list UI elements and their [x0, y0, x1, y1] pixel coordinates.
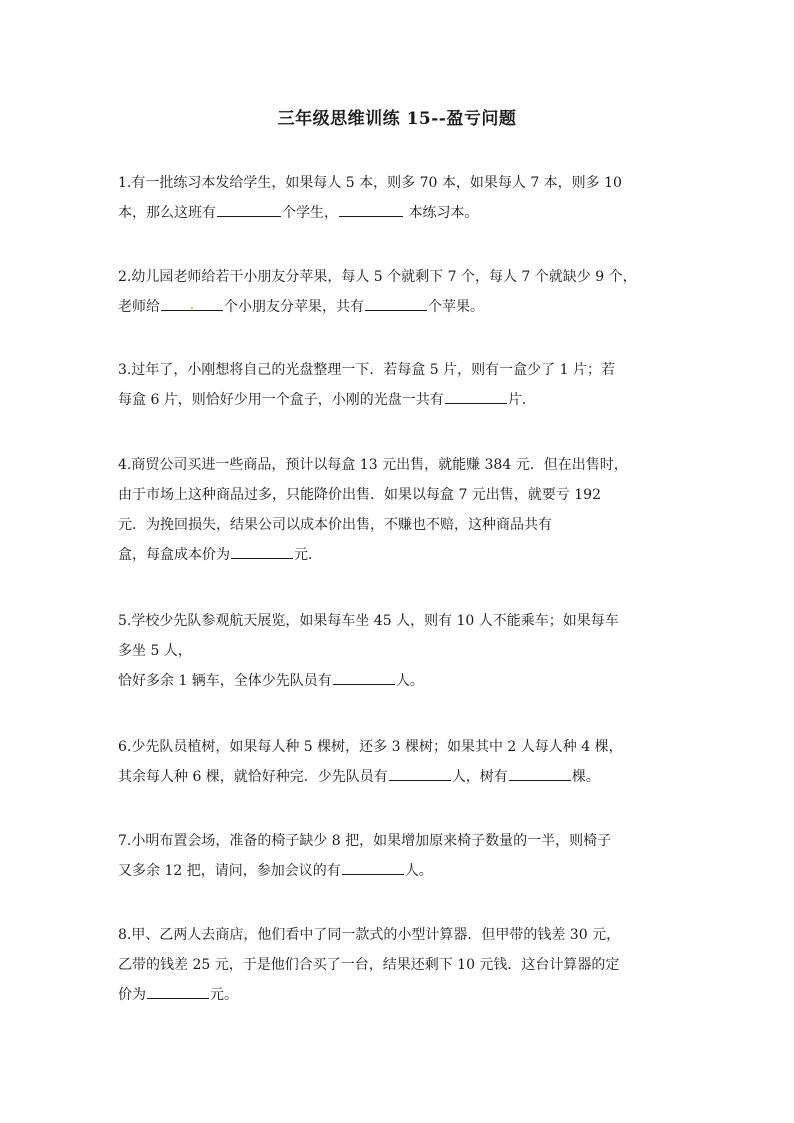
answer-blank[interactable]	[339, 200, 403, 217]
problem-line: 3.过年了，小刚想将自己的光盘整理一下．若每盒 5 片，则有一盒少了 1 片；若	[118, 362, 615, 378]
answer-blank[interactable]	[365, 294, 427, 311]
text-segment: 其余每人种 6 棵，就恰好种完．少先队员有	[118, 769, 388, 785]
problem-line: 5.学校少先队参观航天展览，如果每车坐 45 人，则有 10 人不能乘车；如果每车	[118, 613, 619, 629]
text-segment: 盒，每盒成本价为	[118, 547, 230, 563]
problem-line: 乙带的钱差 25 元，于是他们合买了一台，结果还剩下 10 元钱．这台计算器的定	[118, 957, 620, 973]
text-segment: 人。	[404, 863, 433, 879]
problem-line	[118, 385, 686, 415]
text-segment: 又多余 12 把，请问，参加会议的有	[118, 863, 341, 879]
problem-line	[118, 198, 686, 228]
text-segment: 个苹果。	[428, 299, 484, 315]
problem-5	[118, 606, 686, 696]
answer-blank[interactable]	[333, 668, 395, 685]
text-segment: 本，那么这班有	[118, 205, 216, 221]
answer-blank[interactable]	[161, 294, 223, 311]
problem-line	[118, 666, 686, 696]
problem-line	[118, 762, 686, 792]
answer-blank[interactable]	[445, 387, 507, 404]
problem-line: 4.商贸公司买进一些商品，预计以每盒 13 元出售，就能赚 384 元．但在出售时，	[118, 457, 628, 473]
text-segment: 老师给	[118, 299, 160, 315]
text-segment: 人。	[395, 673, 424, 689]
answer-blank[interactable]	[389, 764, 451, 781]
text-segment: 价为	[118, 987, 146, 1003]
answer-blank[interactable]	[217, 200, 281, 217]
text-segment: 个学生，	[282, 205, 338, 221]
answer-blank[interactable]	[342, 858, 404, 875]
problem-line: 由于市场上这种商品过多，只能降价出售．如果以每盒 7 元出售，就要亏 192	[118, 487, 601, 503]
text-segment: 个小朋友分苹果，共有	[224, 299, 364, 315]
problem-line	[118, 856, 686, 886]
text-segment: 人，树有	[451, 769, 508, 785]
page-title: 三年级思维训练 15--盈亏问题	[277, 109, 517, 129]
problem-4	[118, 450, 686, 570]
problem-1	[118, 168, 686, 228]
problem-line: 多坐 5 人，	[118, 643, 192, 659]
text-segment: 本练习本。	[404, 205, 479, 221]
problem-line: 7.小明布置会场，准备的椅子缺少 8 把，如果增加原来椅子数量的一半，则椅子	[118, 833, 612, 849]
problem-line: 元．为挽回损失，结果公司以成本价出售，不赚也不赔，这种商品共有	[118, 517, 552, 533]
text-segment: 棵。	[571, 769, 600, 785]
problem-line: 6.少先队员植树，如果每人种 5 棵树，还多 3 棵树；如果其中 2 人每人种 4 棵，	[118, 739, 623, 755]
problem-line: 8.甲、乙两人去商店，他们看中了同一款式的小型计算器．但甲带的钱差 30 元，	[118, 927, 621, 943]
problem-line: 2.幼儿园老师给若干小朋友分苹果，每人 5 个就剩下 7 个，每人 7 个就缺少 9 个，	[118, 269, 637, 285]
problem-3	[118, 355, 686, 415]
problem-line	[118, 980, 686, 1010]
answer-blank[interactable]	[147, 982, 209, 999]
text-segment: 元。	[210, 987, 238, 1003]
problem-line: 1.有一批练习本发给学生，如果每人 5 本，则多 70 本，如果每人 7 本，则多 10	[118, 175, 622, 191]
problem-8	[118, 920, 686, 1010]
problem-6	[118, 732, 686, 792]
text-segment: 恰好多余 1 辆车，全体少先队员有	[118, 673, 332, 689]
problem-line	[118, 292, 686, 322]
answer-blank[interactable]	[509, 764, 571, 781]
problem-2	[118, 262, 686, 322]
text-segment: 片．	[507, 392, 536, 408]
answer-blank[interactable]	[231, 542, 293, 559]
text-segment: 元．	[294, 547, 322, 563]
problem-7	[118, 826, 686, 886]
problem-line	[118, 540, 686, 570]
text-segment: 每盒 6 片，则恰好少用一个盒子，小刚的光盘一共有	[118, 392, 444, 408]
